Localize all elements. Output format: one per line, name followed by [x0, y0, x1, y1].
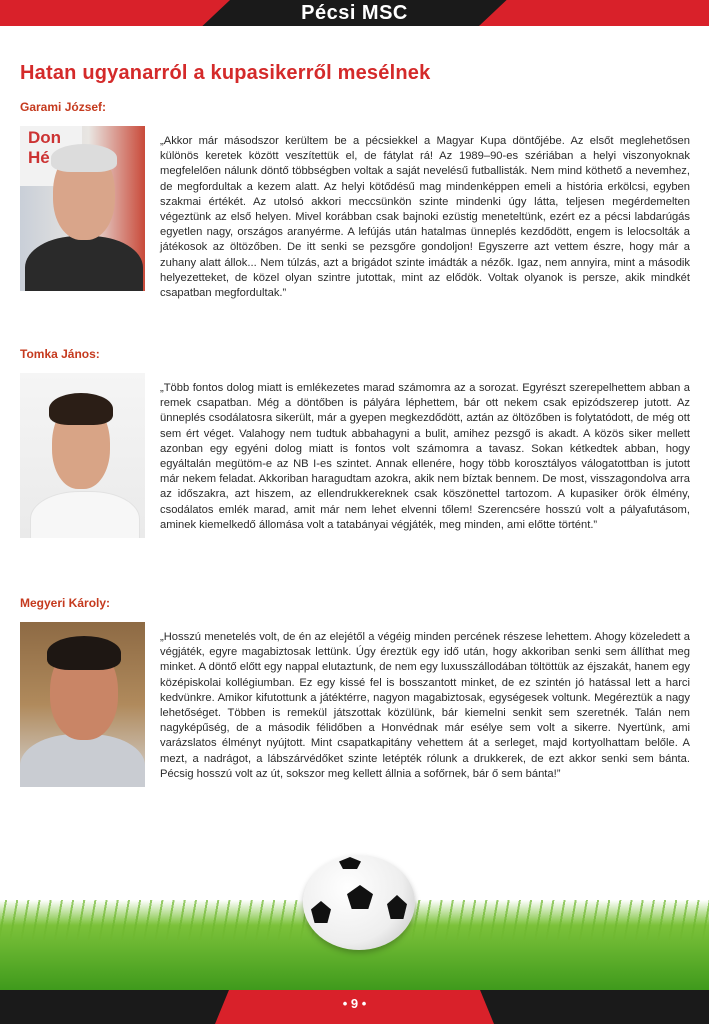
- section-garami: [20, 100, 690, 301]
- banner-text: Don: [28, 128, 62, 147]
- header-red-stripe-left: [0, 0, 230, 26]
- section-tomka: [20, 347, 690, 538]
- portrait-body: [25, 236, 143, 291]
- portrait-hair: [51, 144, 117, 172]
- portrait-hair: [47, 636, 121, 670]
- ball-patch: [347, 885, 373, 909]
- portrait-body: [20, 734, 145, 787]
- person-name: Tomka János:: [20, 347, 100, 361]
- portrait-hair: [49, 393, 113, 425]
- page-number: • 9 •: [342, 996, 367, 1011]
- quote-text: „Több fontos dolog miatt is emlékezetes marad számomra az a sorozat. Egyrészt szerepelhettem abban a remek csapatban. Még a döntőben is pályára léphettem, bár ott nekem csak epizódszerep jutott. Az ünneplés csodálatosra sikerült, már a gyepen megkezdődött, aztán az öltözőben is folytatódott, de még ott sem ért véget. Valahogy nem tudtuk abbahagyni a bulit, amihez pezsgő is akadt. A közös siker mellett azonban egy egyéni dolog miatt is fontos volt számomra a tavasz. Sokan kétkedtek abban, hogy egyáltalán megütöm-e az NB I-es szintet. Annak ellenére, hogy több korosztályos válogatottban is jutott már nekem feladat. Akkoriban haragudtam azokra, akik nem bíztak bennem. De most, visszagondolva arra az időszakra, azt hiszem, az ellendrukkereknek csak köszönettel tartozom. A kupasiker örök élmény, csodálatos emlék marad, amit már nem lehet elvenni tőlem! Szerencsére hosszú volt a pályafutásom, aminek kiemelkedő állomása volt a tatabányai végjáték, meg minden, ami előtte történt.”: [160, 382, 690, 531]
- soccer-ball-icon: [303, 855, 415, 950]
- ball-patch: [387, 895, 407, 919]
- section-megyeri: [20, 596, 690, 787]
- quote-text: „Akkor már másodszor kerültem be a pécsiekkel a Magyar Kupa döntőjébe. Az elsőt meglehetősen különös keretek között veszítettük el, de fátylat rá! Az 1989–90-es szériában a helyi viszonyoknak megfelelően nálunk döntő többségben voltak a saját nevelésű futballisták. Nem mind köthető a nevemhez, de megfordultak a kezem alatt. Az helyi kötődésű mag mindenképpen emeli a história erkölcsi, egyben szakmai értékét. Az utolsó akkori meccsünkön szinte mindenki úgy látta, teljesen megérdemelten végeztünk az első helyen. Mivel korábban csak bajnoki ezüstig meneteltünk, ezért ez a pécsi labdarúgás egyetlen nagy, országos aranyérme. A lefújás után hatalmas ünneplés kezdődött, engem is lelocsolták a játékosok az öltözőben. De itt senki se pezsgőre gondoljon! Egyszerre azt vettem észre, hogy már a zuhany alatt állok... Nem túlzás, azt a brigádot szinte imádták a nézők. Igaz, nem annyira, mint a második helyezetteket, de közel olyan szintre jutottak, mint az elődök. Voltak olyanok is persze, akik mindkét csapatban megfordultak.”: [160, 135, 690, 300]
- header-red-stripe-right: [479, 0, 709, 26]
- ball-patch: [311, 901, 331, 923]
- page-title: Hatan ugyanarról a kupasikerről mesélnek: [20, 62, 431, 84]
- quote-text: „Hosszú menetelés volt, de én az elejétől a végéig minden percének részese lehettem. Ahogy közeledett a végjáték, egyre magabiztosak lettünk. Úgy éreztük egy idő után, hogy akkoriban senki sem állíthat meg minket. A döntő előtt egy nappal elutaztunk, de nem egy luxusszállodában töltöttük az éjszakát, hanem egy középiskolai kollégiumban. Ez egy kissé fel is bosszantott minket, de ez szintén jó hatással lett a harci kedvünkre. Amikor kifutottunk a játéktérre, nagyon magabiztosak, egységesek voltunk. Megéreztük a nagy lehetőséget. Többen is remekül játszottak közülünk, bár kiemelni senkit sem szeretnék. Talán nem nagyképűség, de a második félidőben a Honvédnak már esélye sem volt a sikerre. Nyertünk, ami varázslatos élményt nyújtott. Mint csapatkapitány vehettem át a serleget, majd kortyolhattam belőle. A mezt, a nadrágot, a lábszárvédőket szinte letépték rólunk a drukkerek, de ezt akkor senki sem bánta. Pécsig hosszú volt az út, sokszor meg kellett állnia a sofőrnek, bár ő sem bánta!”: [160, 631, 690, 780]
- portrait-photo-tomka: [20, 373, 145, 538]
- portrait-photo-megyeri: [20, 622, 145, 787]
- header-title: Pécsi MSC: [301, 2, 408, 24]
- portrait-photo-garami: [20, 126, 145, 291]
- person-name: Garami József:: [20, 100, 107, 114]
- person-name: Megyeri Károly:: [20, 596, 111, 610]
- banner-text: Hé: [28, 148, 50, 167]
- ball-patch: [339, 857, 361, 869]
- portrait-body: [30, 491, 140, 538]
